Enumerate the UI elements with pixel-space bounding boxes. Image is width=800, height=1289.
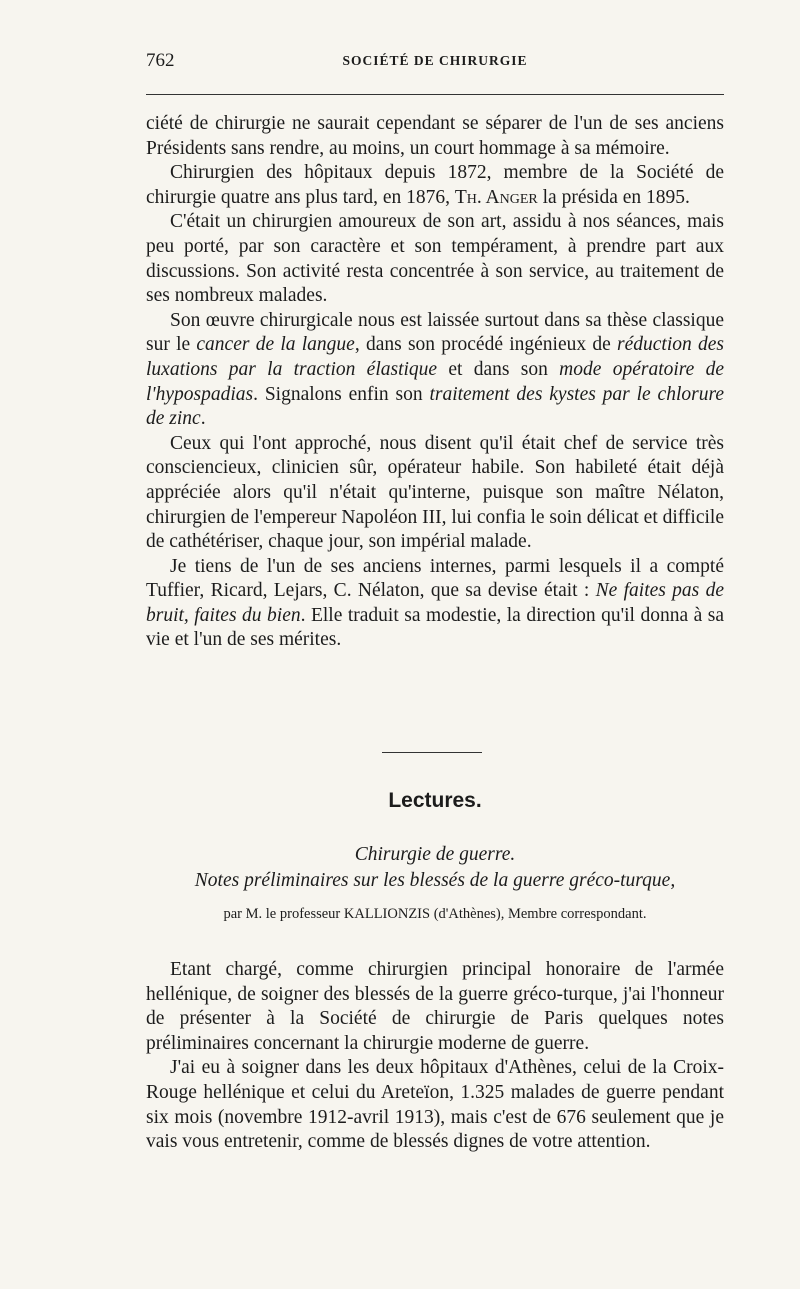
- paragraph: ciété de chirurgie ne saurait cependant se séparer de l'un de ses anciens Présidents sans rendre, au moins, un court hommage à sa mémoire.: [146, 113, 724, 159]
- article-title-line-1: Chirurgie de guerre.: [354, 844, 516, 865]
- paragraph: Ceux qui l'ont approché, nous disent qu'il était chef de service très consciencieux, clinicien sûr, opérateur habile. Son habileté était déjà appréciée alors qu'il n'était qu'interne, puisque son maître Nélaton, chirurgien de l'empereur Napoléon III, lui confia le soin délicat et difficile de cathétériser, chaque jour, son impérial malade.: [146, 432, 724, 553]
- article-title-line-2: Notes préliminaires sur les blessés de la guerre gréco-turque,: [194, 870, 676, 891]
- paragraph: C'était un chirurgien amoureux de son art, assidu à nos séances, mais peu porté, par son caractère et son tempérament, à prendre part aux discussions. Son activité resta concentrée à son service, au traitement de ses nombreux malades.: [146, 211, 724, 307]
- page-number: 762: [146, 50, 175, 71]
- article-body: [146, 958, 724, 1155]
- section-title: Lectures.: [388, 789, 482, 812]
- paragraph: Son œuvre chirurgicale nous est laissée surtout dans sa thèse classique sur le cancer de la langue, dans son procédé ingénieux de réduction des luxations par la traction élastique et dans son mode opératoire de l'hypospadias. Signalons enfin son traitement des kystes par le chlorure de zinc.: [146, 309, 725, 430]
- paragraph: Etant chargé, comme chirurgien principal honoraire de l'armée hellénique, de soigner des blessés de la guerre gréco-turque, j'ai l'honneur de présenter à la Société de chirurgie de Paris quelques notes préliminaires concernant la chirurgie moderne de guerre.: [146, 959, 724, 1054]
- paragraph: J'ai eu à soigner dans les deux hôpitaux d'Athènes, celui de la Croix-Rouge hellénique et celui du Areteïon, 1.325 malades de guerre pendant six mois (novembre 1912-avril 1913), mais c'est de 676 seulement que je vais vous entretenir, comme de blessés dignes de votre attention.: [146, 1057, 724, 1153]
- header-rule: [146, 94, 724, 95]
- running-head: [146, 50, 724, 74]
- person-name: Th. Anger: [454, 186, 538, 208]
- paragraph: Chirurgien des hôpitaux depuis 1872, membre de la Société de chirurgie quatre ans plus tard, en 1876, Th. Anger la présida en 1895.: [146, 162, 724, 208]
- running-title: SOCIÉTÉ DE CHIRURGIE: [342, 53, 528, 68]
- article-title: [146, 842, 724, 894]
- obituary-text: [146, 112, 724, 653]
- paragraph: Je tiens de l'un de ses anciens internes, parmi lesquels il a compté Tuffier, Ricard, Lejars, C. Nélaton, que sa devise était : Ne faites pas de bruit, faites du bien. Elle traduit sa modestie, la direction qu'il donna à sa vie et l'un de ses mérites.: [146, 555, 724, 651]
- byline: par M. le professeur KALLIONZIS (d'Athènes), Membre correspondant.: [223, 906, 647, 922]
- section-divider: [382, 752, 482, 753]
